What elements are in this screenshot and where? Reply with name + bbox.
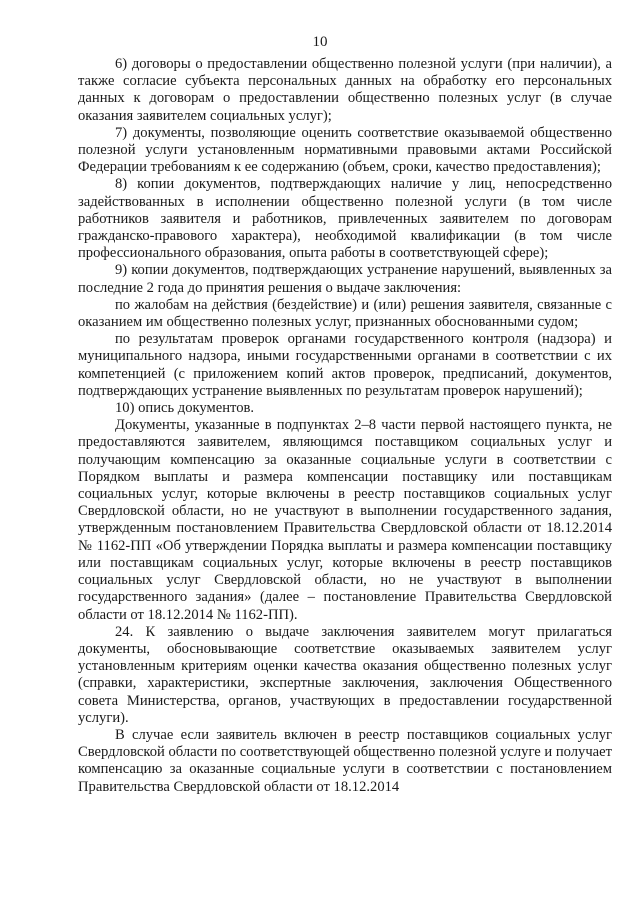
page-number: 10 xyxy=(312,34,328,50)
paragraph-complaints: по жалобам на действия (бездействие) и (или) решения заявителя, связанные с оказанием им общественно полезных услуг, признанных обоснованными судом; xyxy=(78,296,612,331)
paragraph-exemption: Документы, указанные в подпунктах 2–8 части первой настоящего пункта, не предоставляются заявителем, являющимся поставщиком социальных услуг и получающим компенсацию за оказанные социальные услуги в соответствии с Порядком выплаты и размера компенсации поставщику или поставщикам социальных услуг, которые включены в реестр поставщиков социальных услуг Свердловской области, но не участвуют в выполнении государственного задания, утвержденным постановлением Правительства Свердловской области от 18.12.2014 № 1162-ПП «Об утверждении Порядка выплаты и размера компенсации поставщику или поставщикам социальных услуг, которые включены в реестр поставщиков социальных услуг Свердловской области, но не участвуют в выполнении государственного задания» (далее – постановление Правительства Свердловской области от 18.12.2014 № 1162-ПП). xyxy=(78,417,612,623)
paragraph-item-6: 6) договоры о предоставлении общественно полезной услуги (при наличии), а также согласие субъекта персональных данных на обработку его персональных данных к договорам о предоставлении общественно полезных услуг (в случае оказания заявителем социальных услуг); xyxy=(78,56,612,124)
paragraph-item-9: 9) копии документов, подтверждающих устранение нарушений, выявленных за последние 2 года до принятия решения о выдаче заключения: xyxy=(78,262,612,296)
paragraph-item-7: 7) документы, позволяющие оценить соответствие оказываемой общественно полезной услуги установленным нормативными правовыми актами Российской Федерации требованиям к ее содержанию (объем, сроки, качество предоставления); xyxy=(78,124,612,176)
paragraph-item-8: 8) копии документов, подтверждающих наличие у лиц, непосредственно задействованных в исполнении общественно полезной услуги (в том числе работников заявителя и работников, привлеченных заявителем по договорам гражданско-правового характера), необходимой квалификации (в том числе профессионального образования, опыта работы в соответствующей сфере); xyxy=(78,176,612,262)
document-body xyxy=(78,56,612,796)
paragraph-item-10: 10) опись документов. xyxy=(115,400,255,417)
paragraph-registry-case: В случае если заявитель включен в реестр поставщиков социальных услуг Свердловской области по соответствующей общественно полезной услуге и получает компенсацию за оказанные социальные услуги в соответствии с постановлением Правительства Свердловской области от 18.12.2014 xyxy=(78,726,612,795)
paragraph-inspections: по результатам проверок органами государственного контроля (надзора) и муниципального надзора, иными государственными органами в соответствии с их компетенцией (с приложением копий актов проверок, предписаний, документов, подтверждающих устранение выявленных по результатам проверок нарушений); xyxy=(78,331,612,399)
paragraph-clause-24: 24. К заявлению о выдаче заключения заявителем могут прилагаться документы, обосновывающие соответствие оказываемых заявителем услуг установленным критериям оценки качества оказания общественно полезных услуг (справки, характеристики, экспертные заключения, заключения Общественного совета Министерства, органов, участвующих в предоставлении государственной услуги). xyxy=(78,623,612,726)
